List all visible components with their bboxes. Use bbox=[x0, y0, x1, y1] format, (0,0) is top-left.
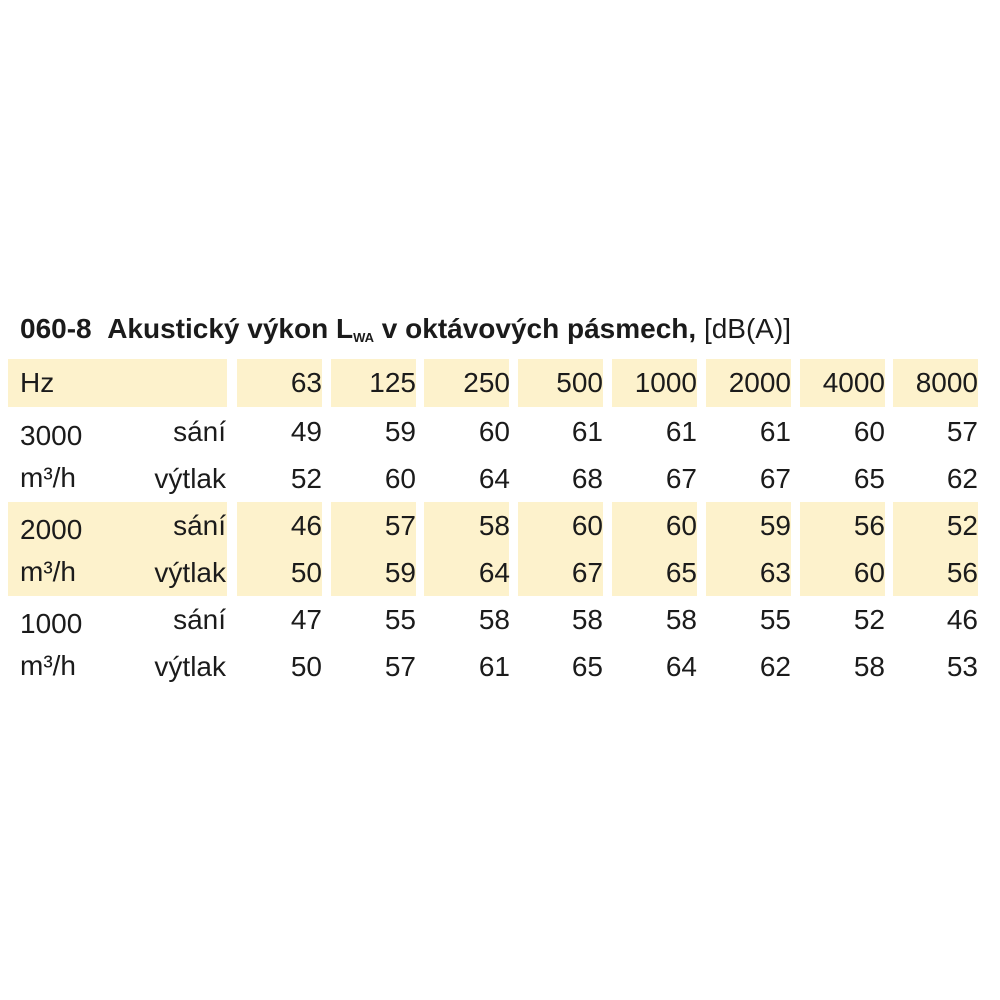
table-cell-value: 52 bbox=[290, 463, 322, 494]
table-cell-value: 52 bbox=[946, 510, 978, 541]
table-cell-value: 61 bbox=[665, 416, 697, 447]
table-cell-value: 59 bbox=[384, 416, 416, 447]
table-cell-value: 60 bbox=[853, 557, 885, 588]
table-cell-value: 58 bbox=[478, 604, 510, 635]
row-label: sání bbox=[173, 604, 226, 635]
group-unit: m³/h bbox=[20, 556, 76, 587]
table-cell-value: 67 bbox=[665, 463, 697, 494]
table-cell-value: 60 bbox=[665, 510, 697, 541]
table-cell-value: 62 bbox=[946, 463, 978, 494]
group-flow: 3000 bbox=[20, 420, 83, 451]
table-cell-value: 57 bbox=[384, 510, 416, 541]
group-unit: m³/h bbox=[20, 650, 76, 681]
header-hz-label: Hz bbox=[20, 367, 55, 398]
table-cell-value: 65 bbox=[853, 463, 885, 494]
title-code: 060-8 bbox=[20, 313, 92, 344]
table-cell-value: 46 bbox=[946, 604, 978, 635]
table-cell-value: 58 bbox=[665, 604, 697, 635]
table-cell-value: 58 bbox=[478, 510, 510, 541]
header-frequency: 2000 bbox=[728, 367, 791, 398]
table-cell-value: 67 bbox=[571, 557, 603, 588]
header-frequency: 8000 bbox=[915, 367, 978, 398]
table-cell-value: 47 bbox=[290, 604, 322, 635]
group-flow: 2000 bbox=[20, 514, 83, 545]
table-cell-value: 52 bbox=[853, 604, 885, 635]
table-cell-value: 61 bbox=[759, 416, 791, 447]
table-cell-value: 65 bbox=[571, 651, 603, 682]
table-cell-value: 63 bbox=[759, 557, 791, 588]
table-cell-value: 59 bbox=[759, 510, 791, 541]
table-cell-value: 61 bbox=[571, 416, 603, 447]
table-cell-value: 64 bbox=[665, 651, 697, 682]
table-cell-value: 46 bbox=[290, 510, 322, 541]
table-cell-value: 68 bbox=[571, 463, 603, 494]
title-unit: [dB(A)] bbox=[703, 313, 792, 344]
table-cell-value: 53 bbox=[946, 651, 978, 682]
title-text-2: v oktávových pásmech, bbox=[381, 313, 697, 344]
header-frequency: 63 bbox=[290, 367, 322, 398]
table-cell-value: 60 bbox=[853, 416, 885, 447]
header-frequency: 250 bbox=[463, 367, 510, 398]
group-unit: m³/h bbox=[20, 462, 76, 493]
table-cell-value: 57 bbox=[384, 651, 416, 682]
table-cell-value: 64 bbox=[478, 557, 510, 588]
table-cell-value: 50 bbox=[290, 557, 322, 588]
table-cell-value: 58 bbox=[571, 604, 603, 635]
header-frequency: 125 bbox=[369, 367, 416, 398]
header-frequency: 500 bbox=[556, 367, 603, 398]
table-cell-value: 55 bbox=[759, 604, 791, 635]
row-label: sání bbox=[173, 416, 226, 447]
table-cell-value: 58 bbox=[853, 651, 885, 682]
table-cell-value: 56 bbox=[853, 510, 885, 541]
title-text: Akustický výkon L bbox=[107, 313, 354, 344]
table-cell-value: 65 bbox=[665, 557, 697, 588]
table-cell-value: 56 bbox=[946, 557, 978, 588]
table-cell-value: 60 bbox=[478, 416, 510, 447]
table-cell-value: 57 bbox=[946, 416, 978, 447]
header-frequency: 1000 bbox=[634, 367, 697, 398]
table-title bbox=[20, 307, 791, 351]
row-label: výtlak bbox=[154, 651, 226, 682]
row-label: sání bbox=[173, 510, 226, 541]
row-label: výtlak bbox=[154, 557, 226, 588]
table-cell-value: 55 bbox=[384, 604, 416, 635]
group-flow: 1000 bbox=[20, 608, 83, 639]
table-cell-value: 60 bbox=[384, 463, 416, 494]
table-cell-value: 67 bbox=[759, 463, 791, 494]
table-cell-value: 64 bbox=[478, 463, 510, 494]
table-cell-value: 49 bbox=[290, 416, 322, 447]
table-cell-value: 50 bbox=[290, 651, 322, 682]
row-label: výtlak bbox=[154, 463, 226, 494]
header-frequency: 4000 bbox=[822, 367, 885, 398]
table-cell-value: 61 bbox=[478, 651, 510, 682]
table-cell-value: 62 bbox=[759, 651, 791, 682]
table-cell-value: 60 bbox=[571, 510, 603, 541]
table-cell-value: 59 bbox=[384, 557, 416, 588]
title-subscript: WA bbox=[353, 330, 375, 345]
